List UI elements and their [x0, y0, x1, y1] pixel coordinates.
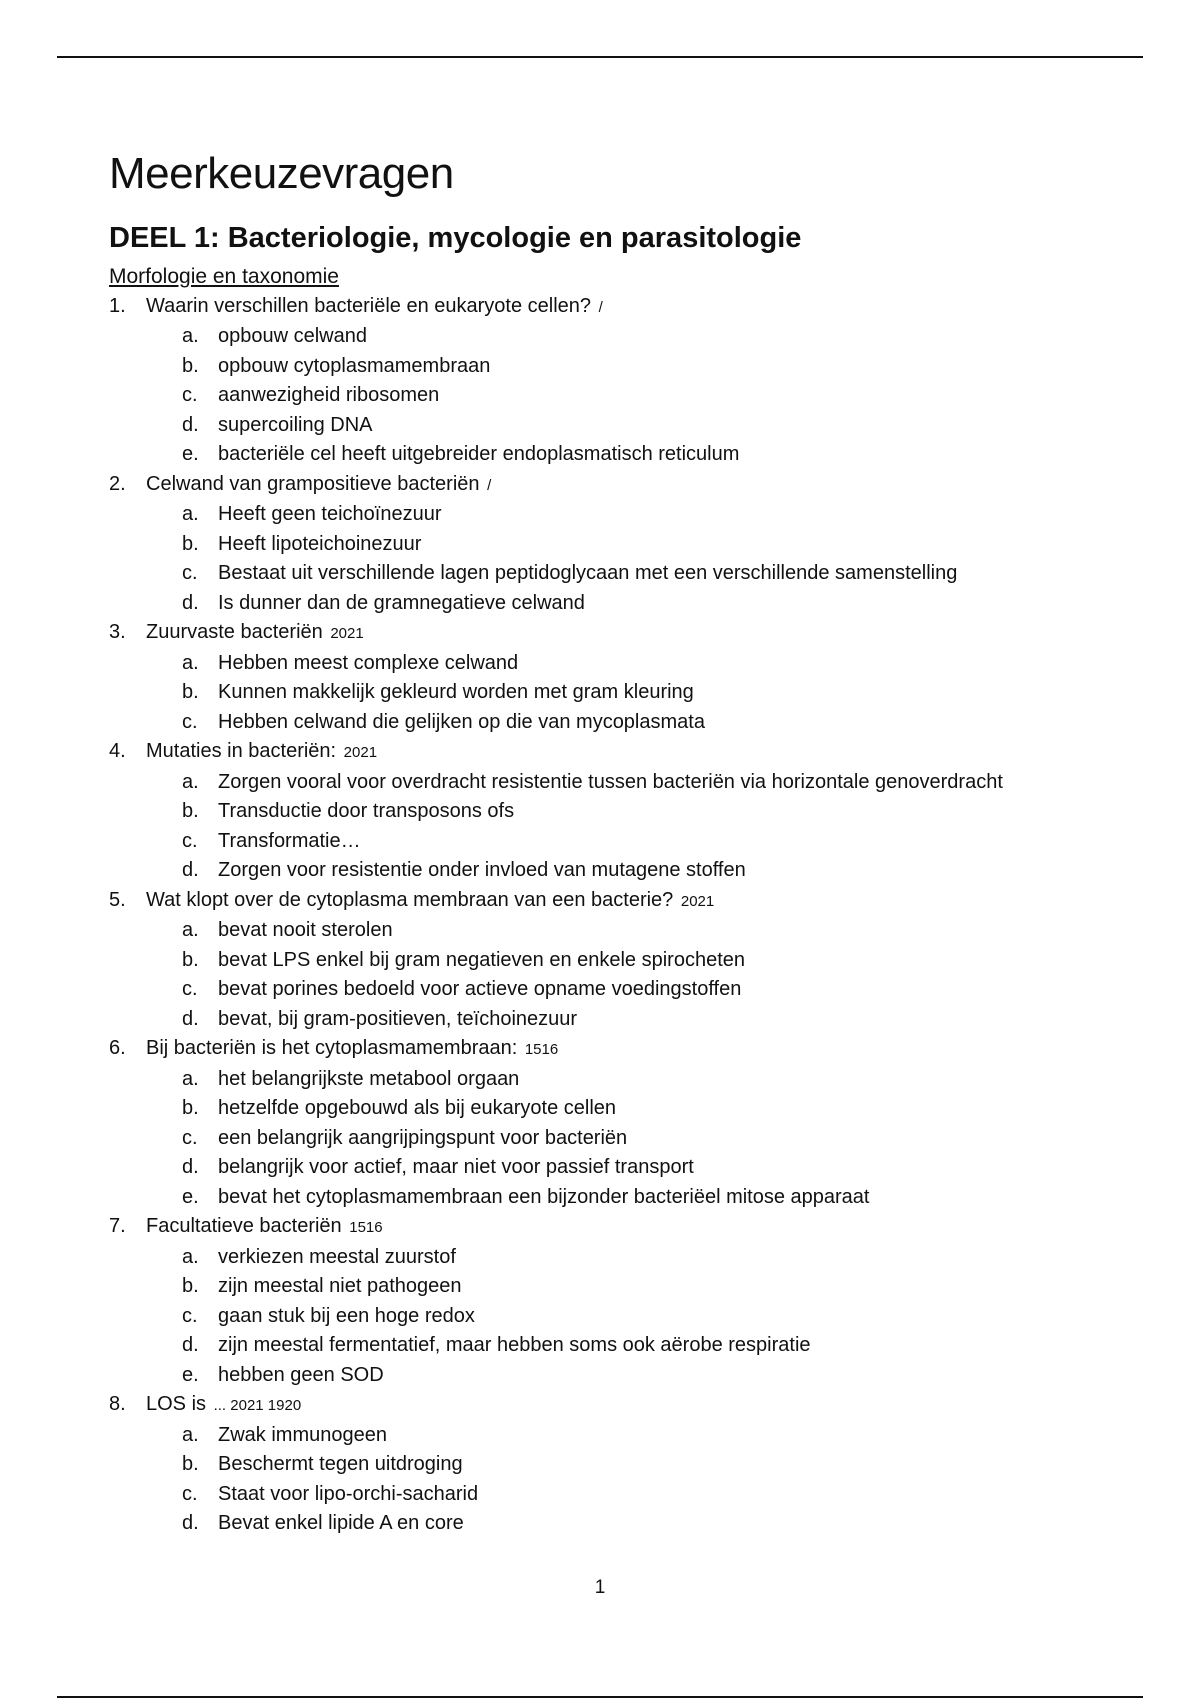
option-letter: c.	[182, 710, 198, 733]
question-2	[109, 470, 1109, 501]
answer-option	[109, 1005, 1109, 1035]
option-text: bevat LPS enkel bij gram negatieven en enkele spirocheten	[218, 948, 746, 971]
question-exam-tag: 1516	[524, 1041, 559, 1058]
answer-option	[109, 411, 1109, 441]
option-text: Hebben celwand die gelijken op die van mycoplasmata	[218, 710, 705, 733]
answer-option	[109, 1272, 1109, 1302]
question-number: 5.	[109, 888, 126, 911]
option-letter: a.	[182, 770, 199, 793]
question-exam-tag: 2021	[330, 625, 364, 642]
option-text: Transductie door transposons ofs	[218, 800, 515, 822]
question-8	[109, 1390, 1109, 1421]
option-text: Staat voor lipo-orchi-sacharid	[218, 1482, 479, 1505]
option-text: hetzelfde opgebouwd als bij eukaryote cellen	[218, 1097, 617, 1119]
question-7	[109, 1212, 1109, 1243]
option-text: Zorgen voor resistentie onder invloed van mutagene stoffen	[218, 859, 746, 881]
option-text: Is dunner dan de gramnegatieve celwand	[218, 591, 585, 614]
option-letter: c.	[182, 1304, 198, 1327]
section-heading: DEEL 1: Bacteriologie, mycologie en parasitologie	[109, 222, 802, 254]
answer-option	[109, 1509, 1109, 1539]
option-text: opbouw cytoplasmamembraan	[218, 354, 491, 377]
page-number: 1	[594, 1577, 606, 1598]
question-text: Celwand van grampositieve bacteriën	[146, 472, 480, 495]
option-letter: d.	[182, 1512, 199, 1534]
option-list	[109, 768, 1109, 886]
answer-option	[109, 530, 1109, 560]
option-letter: d.	[182, 1334, 199, 1356]
question-text: Bij bacteriën is het cytoplasmamembraan:	[146, 1037, 518, 1059]
option-letter: b.	[182, 800, 199, 822]
question-number: 3.	[109, 621, 126, 643]
option-text: supercoiling DNA	[218, 413, 373, 436]
option-list	[109, 1421, 1109, 1539]
answer-option	[109, 856, 1109, 886]
question-text: Wat klopt over de cytoplasma membraan van een bacterie?	[146, 888, 674, 911]
option-letter: c.	[182, 829, 198, 852]
option-text: opbouw celwand	[218, 325, 367, 347]
top-rule	[57, 56, 1143, 58]
question-number: 6.	[109, 1037, 126, 1059]
answer-option	[109, 1065, 1109, 1095]
answer-option	[109, 1421, 1109, 1451]
question-exam-tag: 1516	[349, 1219, 383, 1236]
option-letter: d.	[182, 1156, 199, 1178]
answer-option	[109, 352, 1109, 382]
option-letter: a.	[182, 325, 199, 347]
option-list	[109, 322, 1109, 470]
option-letter: a.	[182, 1067, 199, 1090]
answer-option	[109, 1094, 1109, 1124]
option-letter: c.	[182, 978, 198, 1000]
question-exam-tag: ... 2021 1920	[213, 1397, 302, 1414]
question-number: 8.	[109, 1393, 126, 1415]
question-text: LOS is	[146, 1393, 207, 1415]
option-text: hebben geen SOD	[218, 1363, 384, 1386]
question-number: 1.	[109, 294, 126, 317]
answer-option	[109, 1153, 1109, 1183]
question-number: 7.	[109, 1215, 126, 1237]
answer-option	[109, 1243, 1109, 1273]
answer-option	[109, 440, 1109, 470]
option-letter: b.	[182, 1097, 199, 1119]
question-6	[109, 1034, 1109, 1065]
answer-option	[109, 559, 1109, 589]
answer-option	[109, 1480, 1109, 1510]
question-list	[109, 292, 1109, 1539]
option-text: Zwak immunogeen	[218, 1423, 387, 1446]
option-letter: d.	[182, 859, 199, 881]
option-text: Bevat enkel lipide A en core	[218, 1512, 464, 1534]
option-letter: c.	[182, 1482, 198, 1505]
option-letter: b.	[182, 948, 199, 971]
option-letter: a.	[182, 1423, 199, 1446]
option-letter: a.	[182, 919, 199, 941]
option-list	[109, 1243, 1109, 1391]
answer-option	[109, 1361, 1109, 1391]
option-text: zijn meestal niet pathogeen	[218, 1275, 462, 1297]
option-letter: b.	[182, 532, 199, 555]
option-text: bevat het cytoplasmamembraan een bijzonder bacteriëel mitose apparaat	[218, 1185, 870, 1208]
option-text: Heeft geen teichoïnezuur	[218, 503, 442, 525]
question-exam-tag: /	[598, 298, 603, 316]
option-text: bacteriële cel heeft uitgebreider endoplasmatisch reticulum	[218, 443, 740, 465]
answer-option	[109, 708, 1109, 738]
subsection-heading: Morfologie en taxonomie	[109, 265, 339, 288]
option-text: Hebben meest complexe celwand	[218, 651, 519, 674]
option-text: Beschermt tegen uitdroging	[218, 1453, 463, 1475]
option-letter: a.	[182, 651, 199, 674]
question-text: Zuurvaste bacteriën	[146, 621, 323, 643]
option-text: Heeft lipoteichoinezuur	[218, 532, 422, 555]
option-text: bevat, bij gram-positieven, teïchoinezuur	[218, 1007, 578, 1030]
option-list	[109, 500, 1109, 618]
answer-option	[109, 1450, 1109, 1480]
question-number: 2.	[109, 472, 126, 495]
answer-option	[109, 1183, 1109, 1213]
option-letter: e.	[182, 443, 199, 465]
question-text: Mutaties in bacteriën:	[146, 740, 337, 762]
answer-option	[109, 1331, 1109, 1361]
question-5	[109, 886, 1109, 917]
answer-option	[109, 827, 1109, 857]
option-letter: e.	[182, 1185, 199, 1208]
option-letter: c.	[182, 562, 198, 584]
option-text: een belangrijk aangrijpingspunt voor bacteriën	[218, 1126, 628, 1149]
answer-option	[109, 916, 1109, 946]
option-letter: a.	[182, 1245, 199, 1268]
answer-option	[109, 946, 1109, 976]
option-text: Bestaat uit verschillende lagen peptidoglycaan met een verschillende samenstelling	[218, 562, 958, 584]
option-text: bevat porines bedoeld voor actieve opname voedingstoffen	[218, 978, 742, 1000]
option-letter: d.	[182, 591, 199, 614]
answer-option	[109, 649, 1109, 679]
answer-option	[109, 500, 1109, 530]
question-3	[109, 618, 1109, 649]
option-letter: b.	[182, 1275, 199, 1297]
option-text: belangrijk voor actief, maar niet voor passief transport	[218, 1156, 694, 1178]
option-letter: d.	[182, 1007, 199, 1030]
option-letter: c.	[182, 384, 198, 406]
option-text: gaan stuk bij een hoge redox	[218, 1304, 475, 1327]
question-1	[109, 292, 1109, 323]
option-letter: e.	[182, 1363, 199, 1386]
answer-option	[109, 768, 1109, 798]
option-text: bevat nooit sterolen	[218, 919, 393, 941]
document-body	[109, 146, 1109, 1539]
answer-option	[109, 322, 1109, 352]
option-text: zijn meestal fermentatief, maar hebben soms ook aërobe respiratie	[218, 1334, 811, 1356]
option-letter: c.	[182, 1126, 198, 1149]
option-letter: b.	[182, 1453, 199, 1475]
question-text: Waarin verschillen bacteriële en eukaryote cellen?	[146, 294, 592, 317]
question-number: 4.	[109, 740, 126, 762]
page-title: Meerkeuzevragen	[109, 149, 454, 198]
option-list	[109, 1065, 1109, 1213]
question-exam-tag: 2021	[343, 744, 378, 761]
answer-option	[109, 1124, 1109, 1154]
option-text: Transformatie…	[218, 829, 361, 852]
answer-option	[109, 589, 1109, 619]
option-text: verkiezen meestal zuurstof	[218, 1245, 456, 1268]
option-text: Zorgen vooral voor overdracht resistentie tussen bacteriën via horizontale genoverdracht	[218, 770, 1003, 793]
question-text: Facultatieve bacteriën	[146, 1215, 342, 1237]
option-text: aanwezigheid ribosomen	[218, 384, 440, 406]
option-letter: b.	[182, 354, 199, 377]
bottom-rule	[57, 1696, 1143, 1698]
question-4	[109, 737, 1109, 768]
option-text: Kunnen makkelijk gekleurd worden met gram kleuring	[218, 681, 694, 703]
option-text: het belangrijkste metabool orgaan	[218, 1067, 520, 1090]
option-letter: b.	[182, 681, 199, 703]
answer-option	[109, 1302, 1109, 1332]
option-letter: d.	[182, 413, 199, 436]
option-letter: a.	[182, 503, 199, 525]
answer-option	[109, 975, 1109, 1005]
question-exam-tag: 2021	[680, 892, 715, 910]
answer-option	[109, 797, 1109, 827]
answer-option	[109, 381, 1109, 411]
answer-option	[109, 678, 1109, 708]
question-exam-tag: /	[487, 476, 492, 494]
option-list	[109, 649, 1109, 738]
option-list	[109, 916, 1109, 1034]
